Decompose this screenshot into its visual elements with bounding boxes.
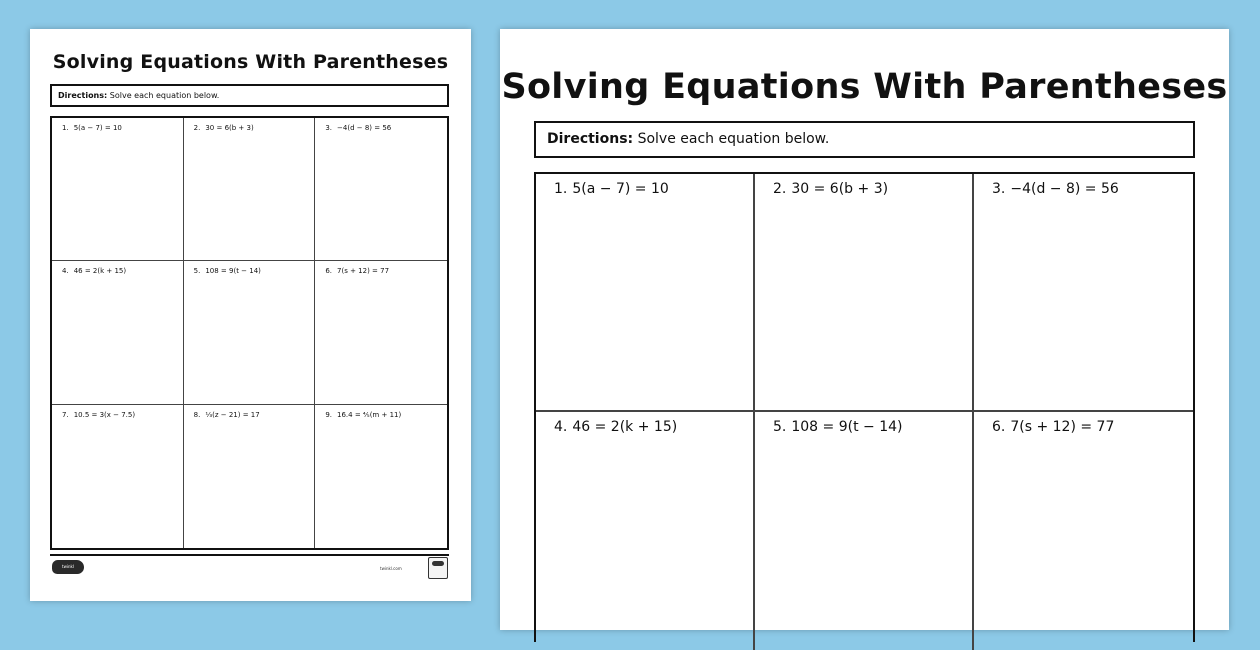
problem-cell <box>974 174 1193 412</box>
problem-number: 6. <box>325 267 333 276</box>
problem-cell <box>52 261 184 404</box>
problem-number: 5. <box>193 267 201 276</box>
footer-divider <box>50 554 449 556</box>
problem-cell <box>52 405 184 548</box>
page-title: Solving Equations With Parentheses <box>501 67 1228 107</box>
problem-equation: −4(d − 8) = 56 <box>337 124 392 132</box>
problem-equation: 5(a − 7) = 10 <box>73 124 122 132</box>
problem-equation: 5(a − 7) = 10 <box>572 181 669 197</box>
footer-url: twinkl.com <box>380 566 402 571</box>
directions-box <box>534 121 1195 158</box>
problem-number: 6. <box>992 419 1006 435</box>
problem-cell <box>52 118 184 261</box>
problem-cell <box>755 412 974 650</box>
problem-cell <box>536 174 755 412</box>
directions-text: Solve each equation below. <box>107 91 220 100</box>
problem-cell <box>536 412 755 650</box>
problem-number: 1. <box>554 181 568 197</box>
problem-cell <box>315 405 447 548</box>
problem-equation: 7(s + 12) = 77 <box>1010 419 1115 435</box>
page-title: Solving Equations With Parentheses <box>52 51 449 73</box>
quality-badge-icon <box>428 557 448 579</box>
problem-equation: 108 = 9(t − 14) <box>205 267 261 276</box>
problem-number: 9. <box>325 410 333 419</box>
problem-grid <box>534 172 1195 642</box>
problem-grid <box>50 116 449 550</box>
directions-box <box>50 84 449 107</box>
problem-cell <box>755 174 974 412</box>
problem-number: 4. <box>554 419 568 435</box>
problem-number: 3. <box>992 181 1006 197</box>
problem-cell <box>974 412 1193 650</box>
problem-number: 8. <box>193 410 201 419</box>
problem-number: 1. <box>62 124 69 132</box>
problem-equation: ⅓(z − 21) = 17 <box>205 410 260 419</box>
problem-number: 3. <box>325 124 333 132</box>
problem-number: 2. <box>193 124 201 132</box>
problem-equation: 46 = 2(k + 15) <box>73 267 127 276</box>
problem-number: 5. <box>773 419 787 435</box>
problem-equation: 7(s + 12) = 77 <box>337 267 390 276</box>
problem-equation: −4(d − 8) = 56 <box>1010 181 1119 197</box>
problem-cell <box>184 405 316 548</box>
worksheet-page-zoomed <box>500 29 1229 630</box>
problem-number: 7. <box>62 410 69 419</box>
problem-number: 2. <box>773 181 787 197</box>
problem-equation: 108 = 9(t − 14) <box>791 419 903 435</box>
problem-cell <box>184 261 316 404</box>
worksheet-page-full <box>30 29 471 601</box>
problem-equation: 46 = 2(k + 15) <box>572 419 678 435</box>
directions-text: Solve each equation below. <box>633 131 830 147</box>
problem-equation: 10.5 = 3(x − 7.5) <box>73 410 136 419</box>
brand-logo: twinkl <box>52 560 84 574</box>
directions-label: Directions: <box>58 91 108 100</box>
problem-equation: 30 = 6(b + 3) <box>791 181 889 197</box>
directions-label: Directions: <box>547 131 634 147</box>
problem-cell <box>315 261 447 404</box>
problem-equation: 30 = 6(b + 3) <box>205 124 254 132</box>
problem-cell <box>184 118 316 261</box>
problem-equation: 16.4 = ⅘(m + 11) <box>337 410 402 419</box>
problem-cell <box>315 118 447 261</box>
problem-number: 4. <box>62 267 69 276</box>
